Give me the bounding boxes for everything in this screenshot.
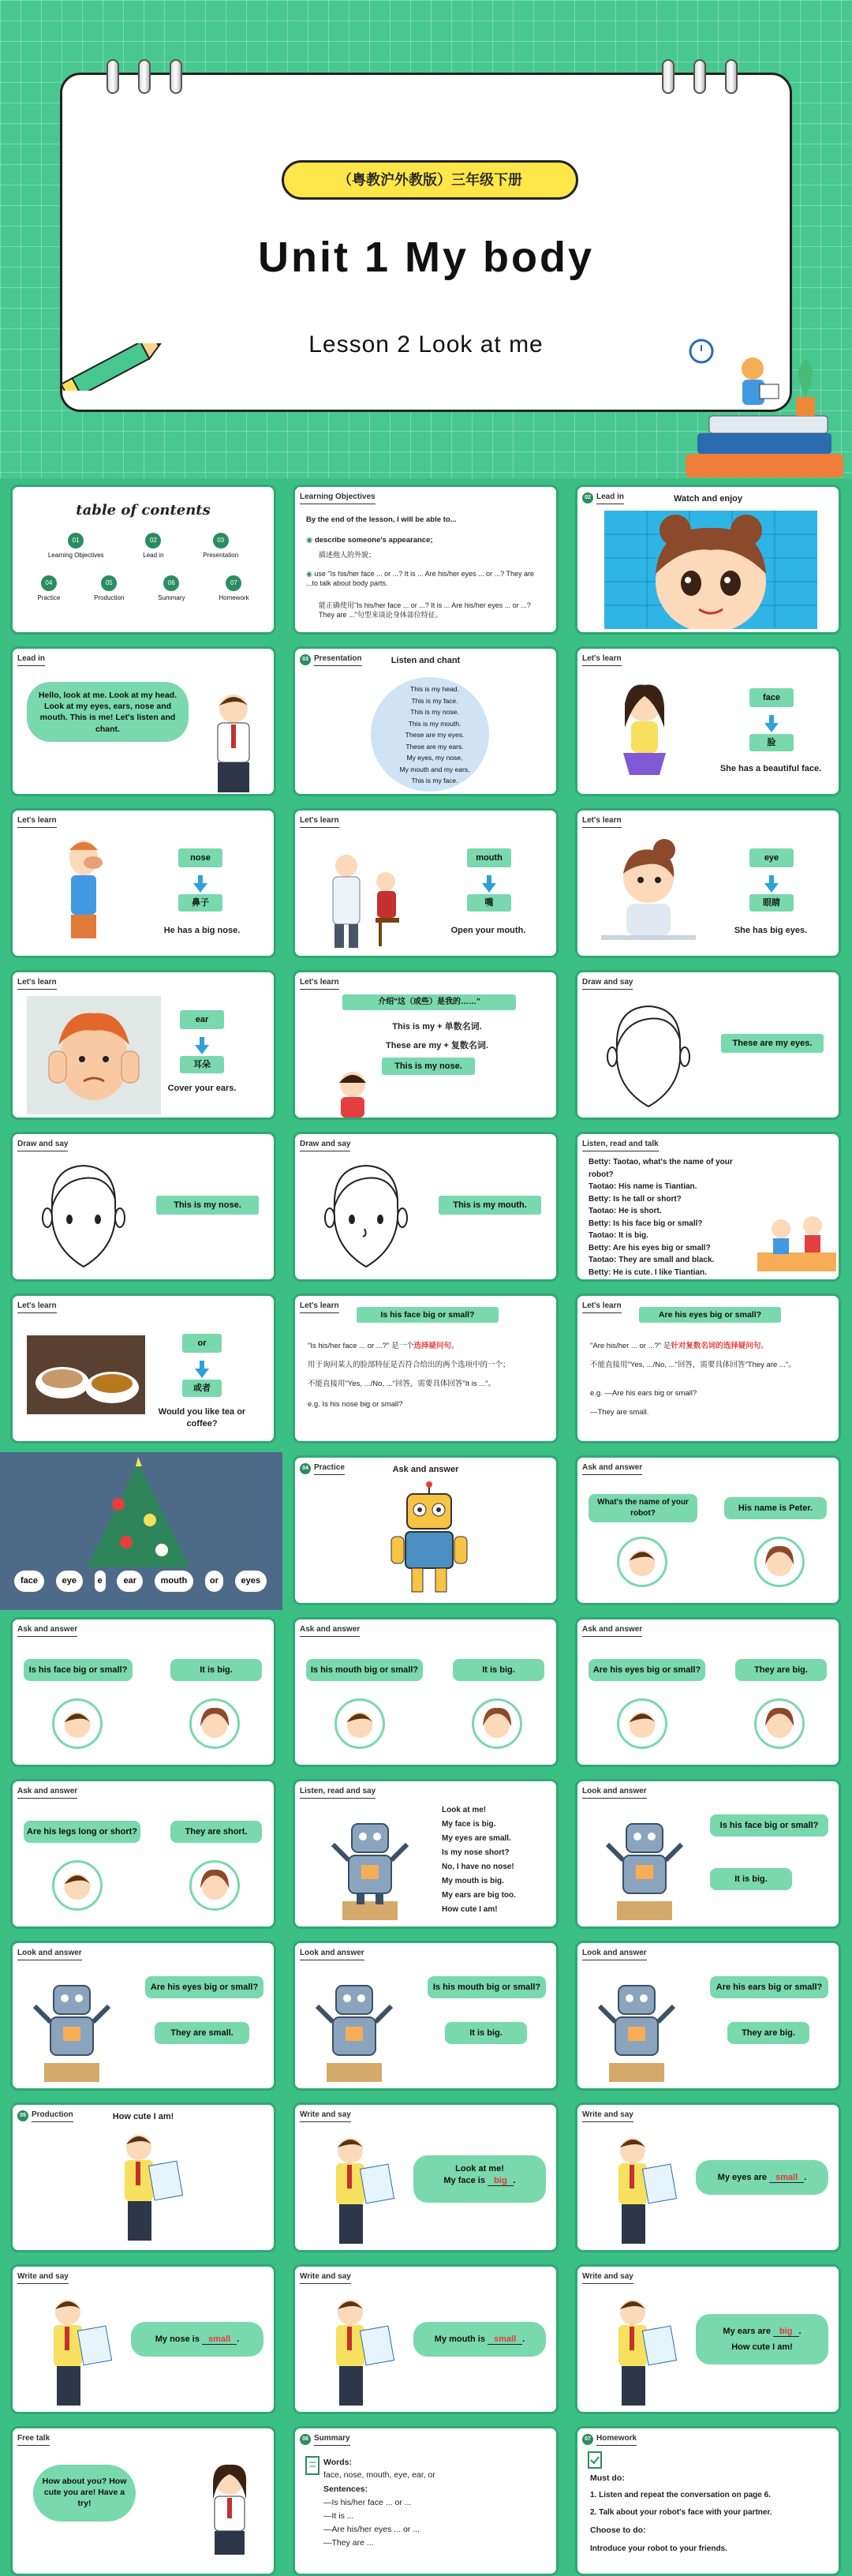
fill-in-blank[interactable]: small (769, 2173, 804, 2183)
slide-tag: 03 Presentation (300, 653, 362, 666)
word-box: face (749, 688, 794, 707)
poem-line: My ears are big too. (442, 1891, 516, 1900)
slide-tag: Ask and answer (17, 1786, 77, 1799)
boy-teacher-illustration (202, 688, 265, 795)
slide-learn-face[interactable] (575, 646, 841, 796)
example-sentence: Open your mouth. (450, 926, 526, 935)
write-line-1: My ears are big . (723, 2327, 802, 2336)
word-clouds (14, 1571, 267, 1592)
slide-tag: Write and say (17, 2271, 69, 2284)
toc-label: Summary (158, 594, 185, 601)
question-bubble: Are his ears big or small? (710, 1976, 828, 1998)
boy-holding-picture-illustration (107, 2129, 186, 2247)
slide-choice-question-eyes[interactable] (575, 1294, 841, 1443)
slide-draw-and-say-eyes[interactable] (575, 970, 841, 1120)
slide-tag: 05 Production (17, 2110, 73, 2122)
pencil-paper-icon (305, 2455, 322, 2476)
sentence-box: This is my nose. (156, 1196, 259, 1215)
grammar-example: e.g. Is his nose big or small? (308, 1400, 403, 1409)
sentence-box: These are my eyes. (721, 1034, 824, 1053)
girl-illustration (609, 680, 680, 791)
example-sentence: Cover your ears. (167, 1084, 237, 1093)
toc-number: 07 (226, 575, 241, 591)
slide-ask-face[interactable] (10, 1617, 276, 1767)
grammar-note-2: 用于询问某人的脸部特征是否符合给出的两个选项中的一个； (308, 1361, 510, 1369)
choose-to-do-1: Introduce your robot to your friends. (590, 2544, 727, 2553)
grammar-note-1: "Are his/her ... or ...?" 是针对复数名词的选择疑问句。 (590, 1342, 768, 1350)
summary-words: face, nose, mouth, eye, ear, or (323, 2470, 435, 2480)
question-bubble: Is his mouth big or small? (428, 1976, 546, 1998)
boy-covering-ears-photo (27, 996, 161, 1114)
slide-tag: Write and say (300, 2110, 351, 2122)
must-do-1: 1. Listen and repeat the conversation on page 6. (590, 2491, 771, 2499)
cartoon-girl-face-video (604, 511, 817, 629)
slide-tag: Look and answer (300, 1948, 364, 1960)
christmas-tree-game-illustration (63, 1457, 213, 1574)
word-box: ear (180, 1010, 224, 1029)
slide-tag: Listen, read and talk (582, 1139, 659, 1151)
slide-ask-eyes[interactable] (575, 1617, 841, 1767)
answer-bubble: It is big. (453, 1659, 544, 1681)
must-do-2: 2. Talk about your robot's face with your partner. (590, 2508, 772, 2517)
slide-tag: Let's learn (582, 653, 622, 666)
slide-tag: Write and say (300, 2271, 351, 2284)
word-box: or (182, 1334, 222, 1353)
example-sentence: She has a beautiful face. (719, 764, 822, 773)
boy-holding-picture-illustration (319, 2132, 398, 2250)
example-sentence: Would you like tea or coffee? (158, 1407, 246, 1428)
boy-avatar (334, 1698, 385, 1749)
dialogue-line: Betty: Is his face big or small? (589, 1219, 703, 1228)
grey-robot-illustration (311, 1975, 398, 2085)
poem-line: No, I have no nose! (442, 1863, 514, 1871)
dialogue-line: Betty: He is cute. I like Tiantian. (589, 1267, 707, 1277)
chant-line: This is my face. (411, 777, 458, 784)
chant-lines (383, 683, 486, 787)
student-reading-books-illustration (678, 335, 851, 485)
slide-tag: 07 Homework (582, 2433, 637, 2446)
grey-robot-illustration (601, 1813, 688, 1923)
objective-1: ◉ describe someone's appearance; (306, 536, 433, 545)
fill-in-blank[interactable]: small (488, 2334, 522, 2345)
write-bubble (696, 2314, 828, 2364)
boy-avatar (617, 1698, 667, 1749)
write-bubble: My nose is small . (131, 2322, 263, 2357)
girl-pointing-nose-illustration (331, 1067, 374, 1118)
chant-line: These are my ears. (405, 742, 464, 751)
word-cloud[interactable]: e (95, 1571, 106, 1592)
slide-ask-mouth[interactable] (293, 1617, 559, 1767)
slide-header: Ask and answer (392, 1465, 459, 1474)
slide-tag: Let's learn (300, 977, 339, 990)
must-do-label: Must do: (590, 2473, 625, 2483)
slide-tag: Look and answer (17, 1948, 82, 1960)
grammar-line-1: This is my + 单数名词. (392, 1022, 482, 1032)
toc-row-2 (21, 575, 266, 603)
slide-learn-eye[interactable] (575, 808, 841, 958)
girl-teacher-illustration (194, 2460, 265, 2574)
down-arrow-icon (764, 723, 779, 732)
boy-avatar (52, 1698, 103, 1749)
answer-bubble: It is big. (710, 1868, 792, 1890)
answer-bubble: His name is Peter. (724, 1497, 827, 1519)
robot-illustration (390, 1481, 469, 1600)
slide-learn-mouth[interactable] (293, 808, 559, 958)
chant-line: My eyes, my nose, (406, 754, 463, 762)
chant-line: This is my head. (410, 685, 459, 693)
slide-this-is-my[interactable] (293, 970, 559, 1120)
boy-holding-picture-illustration (601, 2293, 680, 2412)
word-box: eye (749, 848, 794, 867)
toc-item[interactable] (37, 575, 60, 603)
meaning-box: 鼻子 (178, 894, 222, 912)
write-line-2: How cute I am! (731, 2342, 793, 2352)
grammar-header: Is his face big or small? (357, 1307, 499, 1323)
toc-label: Presentation (203, 552, 239, 559)
question-bubble: Are his eyes big or small? (145, 1976, 263, 1998)
toc-label: Learning Objectives (47, 552, 104, 559)
answer-bubble: They are big. (727, 2022, 809, 2044)
fill-in-blank[interactable]: big (773, 2327, 799, 2337)
objectives-intro: By the end of the lesson, I will be able to... (306, 515, 457, 524)
toc-label: Practice (37, 594, 61, 601)
face-with-eyes-nose-outline (319, 1158, 413, 1276)
unit-title: Unit 1 My body (257, 234, 594, 281)
word-cloud[interactable]: or (205, 1571, 223, 1592)
word-cloud[interactable]: eyes (235, 1571, 267, 1592)
slide-write-face[interactable] (293, 2102, 559, 2252)
slide-word-game[interactable] (0, 1452, 282, 1610)
question-bubble: Is his face big or small? (710, 1814, 828, 1837)
slide-tag: Ask and answer (300, 1624, 360, 1637)
slide-draw-and-say-mouth[interactable] (293, 1132, 559, 1282)
dialogue-line: Betty: Are his eyes big or small? (589, 1243, 711, 1252)
toc-item[interactable] (48, 533, 104, 560)
fill-in-blank[interactable]: big (488, 2176, 514, 2186)
down-arrow-icon (195, 1368, 209, 1378)
slide-choice-question-face[interactable] (293, 1294, 559, 1443)
slide-look-eyes[interactable] (10, 1941, 276, 2091)
answer-bubble: It is big. (445, 2022, 527, 2044)
chant-line: This is my nose. (410, 708, 459, 716)
binder-ring-icon (725, 59, 738, 94)
slide-tag: Let's learn (17, 815, 57, 828)
slide-tag: Ask and answer (582, 1462, 642, 1475)
grammar-example-a: —They are small. (590, 1408, 649, 1417)
toc-item[interactable] (203, 533, 238, 560)
toc-item[interactable] (94, 575, 124, 603)
slide-thumbnail-grid (0, 478, 852, 2574)
answer-bubble: They are small. (155, 2022, 249, 2044)
grammar-note-2: 不能直接用"Yes, .../No, ..."回答，需要具体回答"They are ..."。 (590, 1361, 796, 1369)
down-arrow-icon (193, 883, 207, 893)
slide-learn-or[interactable] (10, 1294, 276, 1443)
grey-robot-illustration (327, 1813, 413, 1923)
slide-practice-robot[interactable] (293, 1455, 559, 1605)
objective-2: ◉ use "Is his/her face ... or ...? It is ... Are his/her eyes ... or ...? They are ...to talk about body parts. (306, 570, 535, 588)
girl-avatar (189, 1860, 240, 1911)
fill-in-blank[interactable]: small (202, 2334, 237, 2345)
slide-tag: Draw and say (17, 1139, 68, 1151)
grammar-title: 介绍"这（或些）是我的……" (342, 994, 516, 1010)
question-bubble: Are his eyes big or small? (589, 1659, 705, 1681)
grammar-example-q: e.g. —Are his ears big or small? (590, 1389, 697, 1398)
answer-bubble: They are big. (735, 1659, 827, 1681)
poem-line: My mouth is big. (442, 1877, 504, 1885)
summary-sentence: —Is his/her face ... or ... (323, 2498, 412, 2507)
cloud-bubble: How about you? How cute you are! Have a try! (33, 2465, 136, 2522)
big-nose-man-illustration (52, 834, 115, 953)
slide-draw-and-say-nose[interactable] (10, 1132, 276, 1282)
binder-ring-icon (106, 59, 119, 94)
question-bubble: What's the name of your robot? (589, 1494, 697, 1522)
answer-bubble: They are short. (170, 1821, 262, 1843)
question-bubble: Is his mouth big or small? (306, 1659, 423, 1681)
slide-learning-objectives[interactable] (293, 485, 559, 635)
objective-1-cn: 描述他人的外貌； (319, 551, 376, 559)
toc-number: 04 (41, 575, 57, 591)
dialogue-line: Taotao: They are small and black. (589, 1256, 715, 1264)
choose-to-do-label: Choose to do: (590, 2525, 646, 2535)
toc-item[interactable] (143, 533, 163, 560)
poem-line: How cute I am! (442, 1905, 498, 1914)
slide-write-eyes[interactable] (575, 2102, 841, 2252)
question-bubble: Are his legs long or short? (24, 1821, 140, 1843)
face-with-eyes-outline (36, 1158, 131, 1276)
write-line-2: My face is big . (443, 2175, 516, 2185)
slide-table-of-contents[interactable] (10, 485, 276, 635)
binder-ring-icon (170, 59, 182, 94)
girl-avatar (189, 1698, 240, 1749)
chant-line: This is my mouth. (408, 719, 462, 728)
toc-row-1 (28, 533, 258, 560)
summary-sentence: —Are his/her eyes ... or ... (323, 2525, 420, 2534)
slide-look-mouth[interactable] (293, 1941, 559, 2091)
slide-tag: Let's learn (17, 977, 57, 990)
boy-holding-picture-illustration (601, 2132, 680, 2250)
slide-tag: Let's learn (582, 1301, 622, 1313)
slide-summary[interactable] (293, 2426, 559, 2576)
girl-avatar (472, 1698, 522, 1749)
boy-holding-picture-illustration (319, 2293, 398, 2412)
down-arrow-icon (482, 883, 496, 893)
slide-tag: Let's learn (17, 1301, 57, 1313)
word-box: nose (178, 848, 222, 867)
poem-lines (442, 1803, 516, 1917)
answer-bubble: It is big. (170, 1659, 262, 1681)
slide-tag: Draw and say (300, 1139, 350, 1151)
slide-tag: Look and answer (582, 1786, 647, 1799)
slide-tag: Write and say (582, 2110, 633, 2122)
dialogue-lines (589, 1156, 754, 1279)
thinking-girl-illustration (593, 834, 704, 953)
poem-line: My face is big. (442, 1820, 496, 1829)
example-sentence: She has big eyes. (734, 926, 808, 935)
write-line-1: Look at me! (455, 2164, 504, 2174)
slide-learn-nose[interactable] (10, 808, 276, 958)
slide-tag: Let's learn (300, 815, 339, 828)
dialogue-line: Betty: Is he tall or short? (589, 1194, 682, 1204)
boy-avatar (52, 1860, 103, 1911)
chant-line: My mouth and my ears, (399, 765, 470, 773)
toc-number: 02 (145, 533, 161, 549)
down-arrow-icon (195, 1045, 209, 1054)
objective-2-cn: 能正确使用"Is his/her face ... or ...? It is ... Are his/her eyes ... or ...? They are ..."句型来谈论身体部位特征。 (319, 601, 531, 620)
edition-badge: （粤教沪外教版）三年级下册 (282, 160, 578, 200)
meaning-box: 或者 (182, 1380, 222, 1397)
slide-ask-legs[interactable] (10, 1779, 276, 1929)
slide-look-face[interactable] (575, 1779, 841, 1929)
toc-number: 06 (163, 575, 179, 591)
slide-header: Listen and chant (390, 656, 461, 665)
word-cloud[interactable]: ear (117, 1571, 143, 1592)
down-arrow-icon (764, 883, 779, 893)
slide-tag: Lead in (17, 653, 45, 666)
speech-bubble: Hello, look at me. Look at my head. Look at my eyes, ears, nose and mouth. This is me! Let's listen and chant. (27, 682, 189, 742)
toc-number: 03 (213, 533, 229, 549)
slide-homework[interactable] (575, 2426, 841, 2576)
toc-label: Homework (219, 594, 249, 601)
toc-label: Production (94, 594, 125, 601)
slide-robot-poem[interactable] (293, 1779, 559, 1929)
write-bubble: My mouth is small . (413, 2322, 546, 2357)
toc-number: 05 (101, 575, 117, 591)
children-with-robot-illustration (757, 1205, 836, 1276)
slide-learn-ear[interactable] (10, 970, 276, 1120)
cover-slide (0, 0, 852, 478)
slide-listen-read-talk[interactable] (575, 1132, 841, 1282)
slide-header: Watch and enjoy (674, 494, 742, 504)
chant-line: This is my face. (411, 696, 458, 705)
dialogue-line: Taotao: He is short. (589, 1207, 662, 1215)
slide-production[interactable] (10, 2102, 276, 2252)
boy-avatar (617, 1537, 667, 1587)
checklist-icon (587, 2451, 603, 2469)
slide-write-mouth[interactable] (293, 2264, 559, 2414)
meaning-box: 脸 (749, 734, 794, 751)
question-bubble: Is his face big or small? (24, 1659, 133, 1681)
slide-tag: Let's learn (582, 815, 622, 828)
girl-avatar (754, 1698, 805, 1749)
meaning-box: 耳朵 (180, 1056, 224, 1073)
dialogue-line: Taotao: It is big. (589, 1231, 648, 1240)
doctor-and-patient-illustration (319, 842, 413, 953)
girl-avatar (754, 1537, 805, 1587)
slide-tag: Free talk (17, 2433, 50, 2446)
toc-title: table of contents (76, 502, 211, 519)
toc-number: 01 (68, 533, 84, 549)
cover-card (60, 73, 792, 412)
toc-label: Lead in (143, 552, 164, 559)
word-cloud[interactable]: mouth (155, 1571, 194, 1592)
meaning-box: 嘴 (467, 894, 511, 912)
slide-look-ears[interactable] (575, 1941, 841, 2091)
toc-item[interactable] (158, 575, 185, 603)
slide-free-talk[interactable] (10, 2426, 276, 2576)
slide-tag: 02 Lead in (582, 492, 624, 504)
chant-line: These are my eyes. (405, 731, 465, 739)
poem-line: Look at me! (442, 1806, 487, 1814)
boy-holding-picture-illustration (36, 2293, 115, 2412)
dialogue-line: Betty: Taotao, what's the name of your robot? (589, 1158, 733, 1179)
slide-tag: Draw and say (582, 977, 633, 990)
slide-tag: 04 Practice (300, 1462, 345, 1475)
sentences-label: Sentences: (323, 2484, 368, 2494)
slide-tag: Learning Objectives (300, 492, 376, 504)
lesson-title: Lesson 2 Look at me (308, 331, 544, 358)
grammar-line-2: These are my + 复数名词. (386, 1041, 488, 1050)
grammar-example: This is my nose. (382, 1058, 475, 1075)
summary-sentence: —They are ... (323, 2538, 374, 2548)
summary-sentences (323, 2496, 420, 2550)
slide-tag: Ask and answer (17, 1624, 77, 1637)
example-sentence: He has a big nose. (163, 926, 241, 935)
slide-tag: Let's learn (300, 1301, 339, 1313)
poem-line: Is my nose short? (442, 1848, 510, 1857)
write-bubble: My eyes are small . (696, 2160, 828, 2195)
slide-header: How cute I am! (112, 2112, 174, 2121)
write-bubble (413, 2155, 546, 2203)
slide-tag: Look and answer (582, 1948, 647, 1960)
blank-face-outline (601, 1000, 696, 1114)
binder-ring-icon (662, 59, 674, 94)
meaning-box: 眼睛 (749, 894, 794, 912)
toc-item[interactable] (219, 575, 248, 603)
word-cloud[interactable]: face (14, 1571, 44, 1592)
word-cloud[interactable]: eye (56, 1571, 83, 1592)
slide-tag: 06 Summary (300, 2433, 350, 2446)
sentence-box: This is my mouth. (439, 1196, 541, 1215)
slide-tag: Ask and answer (582, 1624, 642, 1637)
slide-write-ears[interactable] (575, 2264, 841, 2414)
slide-lead-in-hello[interactable] (10, 646, 276, 796)
slide-listen-and-chant[interactable] (293, 646, 559, 796)
slide-ask-robot-name[interactable] (575, 1455, 841, 1605)
grey-robot-illustration (28, 1975, 115, 2085)
grammar-header: Are his eyes big or small? (639, 1307, 781, 1323)
dialogue-line: Taotao: His name is Tiantian. (589, 1182, 697, 1191)
poem-line: My eyes are small. (442, 1834, 511, 1843)
slide-tag: Write and say (582, 2271, 633, 2284)
binder-ring-icon (693, 59, 706, 94)
words-label: Words: (323, 2458, 352, 2467)
summary-sentence: —It is ... (323, 2511, 354, 2521)
pencil-icon (54, 343, 173, 391)
word-box: mouth (467, 848, 511, 867)
grammar-note-1: "Is his/her face ... or ...?" 是一个选择疑问句。 (308, 1342, 459, 1350)
binder-ring-icon (138, 59, 151, 94)
slide-watch-and-enjoy[interactable] (575, 485, 841, 635)
slide-tag: Listen, read and say (300, 1786, 376, 1799)
tea-and-coffee-photo (27, 1335, 145, 1414)
grey-robot-illustration (593, 1975, 680, 2085)
grammar-note-3: 不能直接用"Yes, .../No, ..."回答，需要具体回答"It is ..."。 (308, 1380, 496, 1388)
slide-write-nose[interactable] (10, 2264, 276, 2414)
